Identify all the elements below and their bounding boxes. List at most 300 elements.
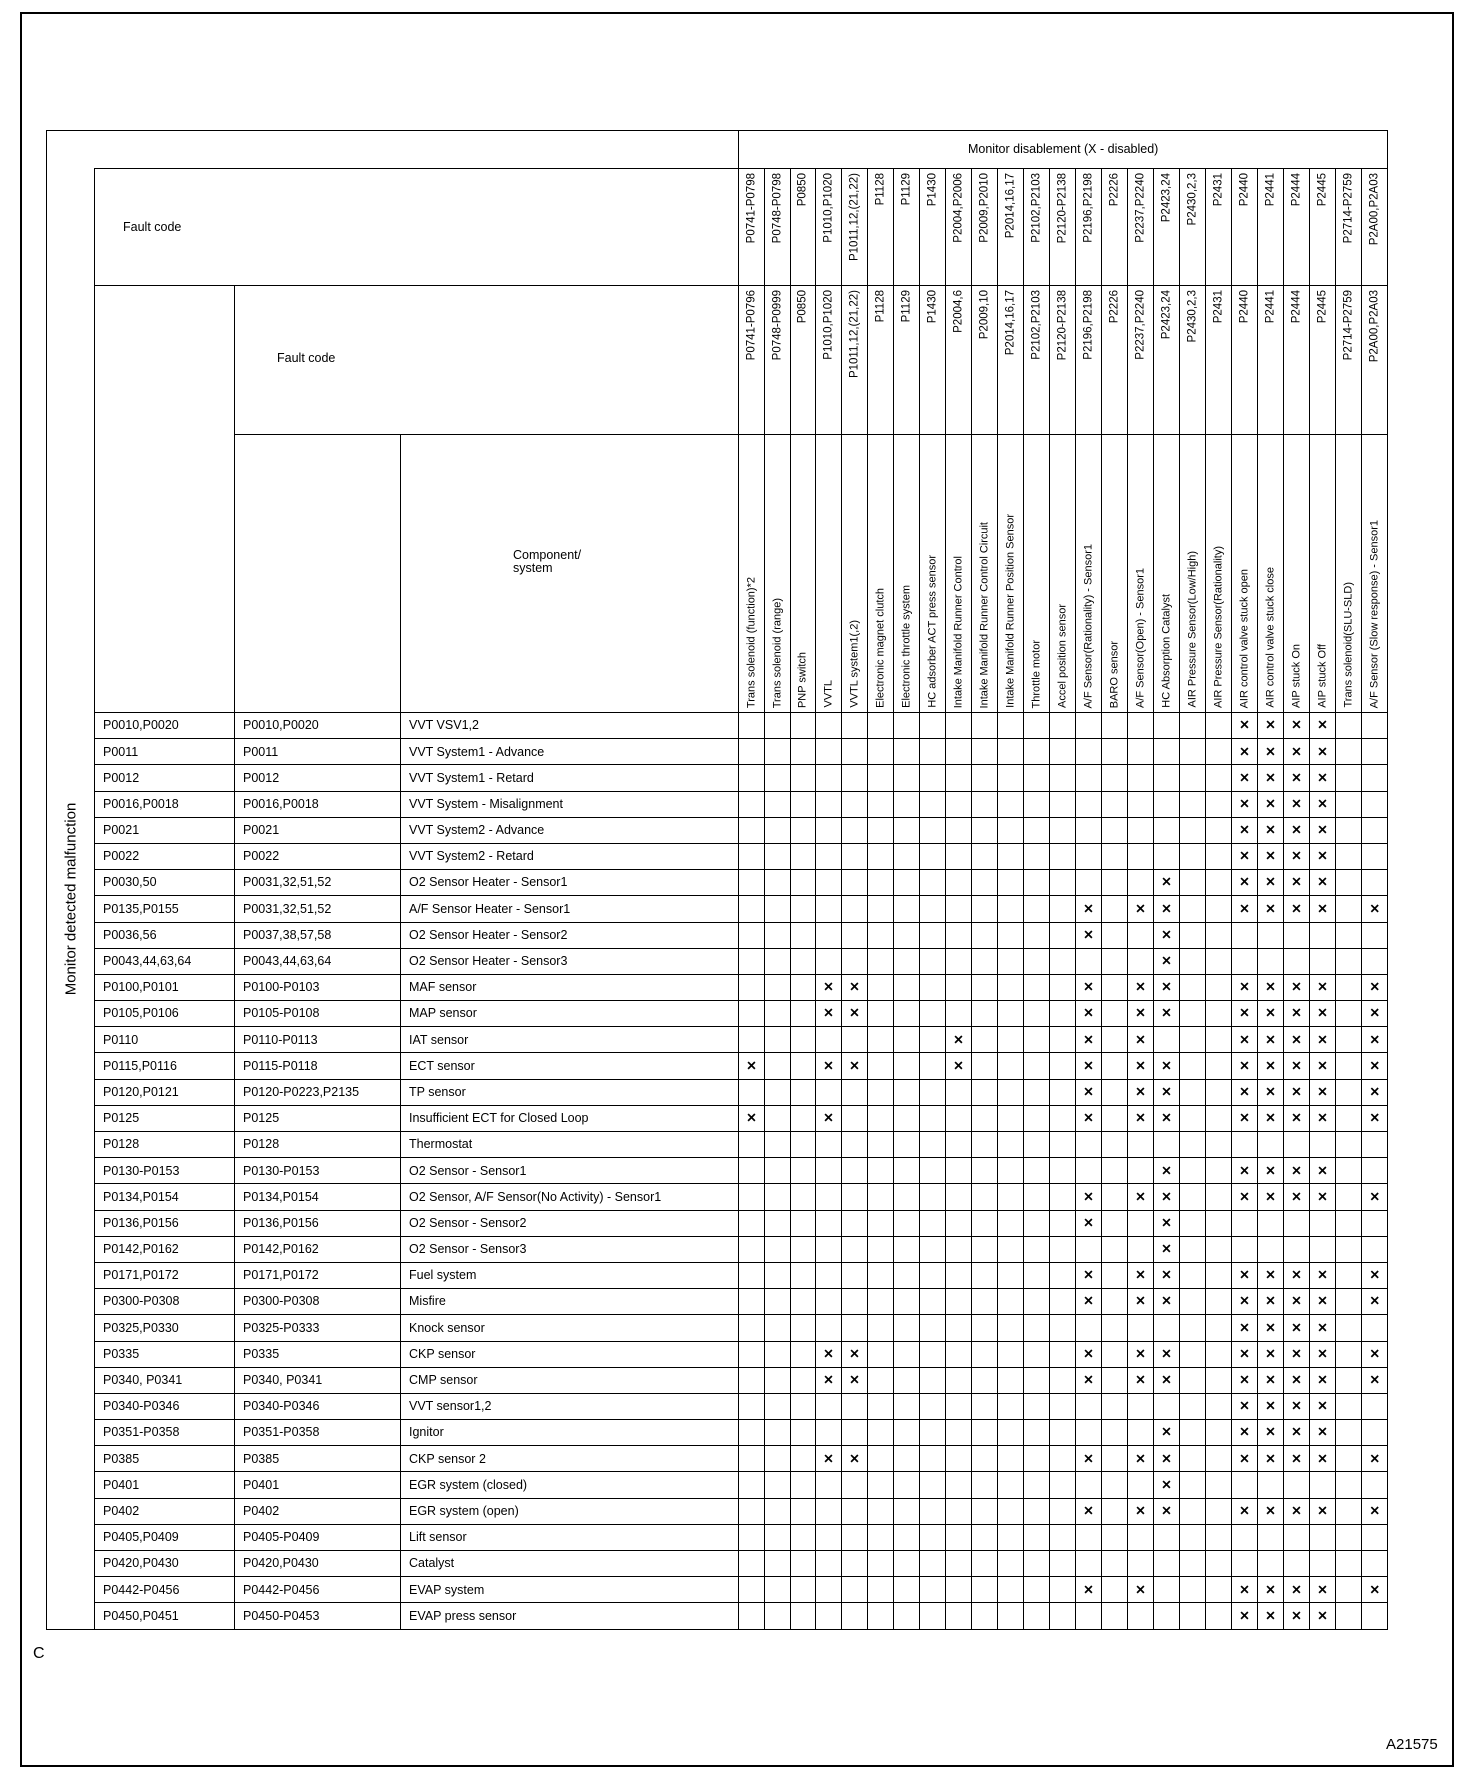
- x-mark: ✕: [1291, 1503, 1302, 1518]
- disable-cell: [1024, 817, 1050, 843]
- monitor-code-cell: [791, 286, 816, 435]
- monitor-group-code: P2237,P2240: [1133, 173, 1146, 243]
- disable-cell: [998, 1315, 1024, 1341]
- row-group-code: P0171,P0172: [95, 1262, 235, 1288]
- disable-cell: [739, 1053, 765, 1079]
- table-row: [47, 1603, 1388, 1629]
- disable-cell: [946, 1393, 972, 1419]
- monitor-name: Trans solenoid (range): [771, 597, 783, 708]
- disable-cell: [1232, 739, 1258, 765]
- x-mark: ✕: [953, 1032, 964, 1047]
- x-mark: ✕: [1265, 1373, 1276, 1388]
- disable-cell: [1206, 713, 1232, 739]
- disable-cell: [1076, 1420, 1102, 1446]
- disable-cell: [1128, 1132, 1154, 1158]
- disable-cell: [1232, 1210, 1258, 1236]
- monitor-group-code-cell: [765, 169, 791, 286]
- disable-cell: [1076, 1027, 1102, 1053]
- disable-cell: [1154, 817, 1180, 843]
- disable-cell: [1336, 1577, 1362, 1603]
- x-mark: ✕: [1161, 1111, 1172, 1126]
- disable-cell: [1024, 1315, 1050, 1341]
- disable-cell: [894, 1446, 920, 1472]
- x-mark: ✕: [1239, 980, 1250, 995]
- disable-cell: [791, 817, 816, 843]
- disable-cell: [1284, 1393, 1310, 1419]
- monitor-name: AIP stuck On: [1290, 644, 1302, 708]
- disable-cell: [1206, 922, 1232, 948]
- x-mark: ✕: [1317, 1399, 1328, 1414]
- disable-cell: [842, 1105, 868, 1131]
- disable-cell: [739, 1603, 765, 1629]
- disable-cell: [1076, 1001, 1102, 1027]
- disable-cell: [946, 1236, 972, 1262]
- monitor-group-code: P2441: [1263, 173, 1276, 207]
- disable-cell: [1102, 1551, 1128, 1577]
- monitor-name: AIR control valve stuck open: [1238, 568, 1250, 708]
- x-mark: ✕: [1135, 1346, 1146, 1361]
- row-group-code: P0030,50: [95, 870, 235, 896]
- disable-cell: [1050, 1341, 1076, 1367]
- x-mark: ✕: [1239, 1058, 1250, 1073]
- disable-cell: [1102, 1393, 1128, 1419]
- component-system-header-text: Component/ system: [513, 548, 582, 575]
- disable-cell: [1206, 1367, 1232, 1393]
- disable-cell: [972, 1184, 998, 1210]
- monitor-code-cell: [894, 286, 920, 435]
- disable-cell: [868, 1236, 894, 1262]
- disable-cell: [1258, 1472, 1284, 1498]
- x-mark: ✕: [1291, 1425, 1302, 1440]
- x-mark: ✕: [1135, 1373, 1146, 1388]
- fault-code-header-main: Fault code: [95, 169, 739, 286]
- disable-cell: [765, 1315, 791, 1341]
- disable-cell: [920, 1001, 946, 1027]
- table-row: [47, 1079, 1388, 1105]
- disable-cell: [946, 1551, 972, 1577]
- disable-cell: [1154, 1158, 1180, 1184]
- row-group-code: P0021: [95, 817, 235, 843]
- monitor-name-cell: [1076, 435, 1102, 713]
- disable-cell: [894, 1053, 920, 1079]
- disable-cell: [842, 1367, 868, 1393]
- row-component: VVT sensor1,2: [401, 1393, 739, 1419]
- row-group-code: P0340-P0346: [95, 1393, 235, 1419]
- disable-cell: [946, 1472, 972, 1498]
- component-left-gap: [235, 435, 401, 713]
- disable-cell: [946, 1341, 972, 1367]
- disable-cell: [739, 713, 765, 739]
- disable-cell: [842, 1158, 868, 1184]
- x-mark: ✕: [1317, 718, 1328, 733]
- disable-cell: [1336, 713, 1362, 739]
- disable-cell: [1362, 1158, 1388, 1184]
- disable-cell: [998, 1341, 1024, 1367]
- x-mark: ✕: [1265, 1582, 1276, 1597]
- disable-cell: [946, 870, 972, 896]
- disable-cell: [739, 817, 765, 843]
- row-component: VVT System2 - Advance: [401, 817, 739, 843]
- disable-cell: [1024, 765, 1050, 791]
- row-component: O2 Sensor - Sensor1: [401, 1158, 739, 1184]
- disable-cell: [920, 1105, 946, 1131]
- monitor-group-code: P1128: [873, 173, 886, 206]
- table-row: [47, 1498, 1388, 1524]
- disable-cell: [998, 1446, 1024, 1472]
- disable-cell: [972, 1551, 998, 1577]
- disable-cell: [1284, 1132, 1310, 1158]
- disable-cell: [946, 1446, 972, 1472]
- disable-cell: [739, 843, 765, 869]
- disable-cell: [765, 791, 791, 817]
- x-mark: ✕: [823, 1058, 834, 1073]
- disable-cell: [1180, 974, 1206, 1000]
- x-mark: ✕: [1083, 901, 1094, 916]
- row-group-code: P0125: [95, 1105, 235, 1131]
- disable-cell: [1310, 1079, 1336, 1105]
- monitor-group-code-cell: [1128, 169, 1154, 286]
- disable-cell: [1362, 713, 1388, 739]
- disable-cell: [946, 1315, 972, 1341]
- row-group-code: P0136,P0156: [95, 1210, 235, 1236]
- disable-cell: [920, 1132, 946, 1158]
- disable-cell: [1284, 1053, 1310, 1079]
- row-fault-code: P0385: [235, 1446, 401, 1472]
- row-group-code: P0450,P0451: [95, 1603, 235, 1629]
- row-component: Fuel system: [401, 1262, 739, 1288]
- disable-cell: [1258, 1577, 1284, 1603]
- disable-cell: [1154, 1341, 1180, 1367]
- disable-cell: [1076, 1262, 1102, 1288]
- disable-cell: [791, 922, 816, 948]
- disable-cell: [791, 1341, 816, 1367]
- monitor-code-cell: [1310, 286, 1336, 435]
- component-system-header: [401, 435, 739, 713]
- x-mark: ✕: [1265, 980, 1276, 995]
- monitor-group-code-cell: [920, 169, 946, 286]
- disable-cell: [894, 1027, 920, 1053]
- disable-cell: [920, 1603, 946, 1629]
- disable-cell: [765, 1524, 791, 1550]
- x-mark: ✕: [849, 1058, 860, 1073]
- monitor-group-code-cell: [1024, 169, 1050, 286]
- disable-cell: [1362, 739, 1388, 765]
- disable-cell: [791, 1524, 816, 1550]
- disable-cell: [765, 713, 791, 739]
- row-group-code: P0043,44,63,64: [95, 948, 235, 974]
- disable-cell: [1206, 1603, 1232, 1629]
- disable-cell: [739, 1498, 765, 1524]
- disable-cell: [868, 1027, 894, 1053]
- row-component: CKP sensor 2: [401, 1446, 739, 1472]
- disable-cell: [1102, 791, 1128, 817]
- row-fault-code: P0130-P0153: [235, 1158, 401, 1184]
- disable-cell: [1310, 1158, 1336, 1184]
- monitor-group-code: P2004,P2006: [951, 173, 964, 243]
- row-component: VVT System1 - Retard: [401, 765, 739, 791]
- disable-cell: [816, 896, 842, 922]
- x-mark: ✕: [823, 1111, 834, 1126]
- disable-cell: [1180, 1577, 1206, 1603]
- monitor-disablement-table: [46, 130, 1388, 1630]
- row-fault-code: P0351-P0358: [235, 1420, 401, 1446]
- disable-cell: [816, 1577, 842, 1603]
- disable-cell: [868, 1262, 894, 1288]
- disable-cell: [1206, 843, 1232, 869]
- monitor-name-cell: [765, 435, 791, 713]
- disable-cell: [1154, 1315, 1180, 1341]
- x-mark: ✕: [1135, 1451, 1146, 1466]
- disable-cell: [1310, 1524, 1336, 1550]
- x-mark: ✕: [1265, 1346, 1276, 1361]
- disable-cell: [765, 1551, 791, 1577]
- x-mark: ✕: [1161, 1346, 1172, 1361]
- monitor-code-cell: [920, 286, 946, 435]
- disable-cell: [998, 1551, 1024, 1577]
- disable-cell: [1362, 974, 1388, 1000]
- x-mark: ✕: [1161, 1477, 1172, 1492]
- x-mark: ✕: [1161, 954, 1172, 969]
- disable-cell: [1258, 713, 1284, 739]
- disable-cell: [868, 1393, 894, 1419]
- x-mark: ✕: [1083, 1084, 1094, 1099]
- disable-cell: [1024, 1236, 1050, 1262]
- disable-cell: [1362, 1341, 1388, 1367]
- disable-cell: [1362, 1315, 1388, 1341]
- x-mark: ✕: [1317, 875, 1328, 890]
- disable-cell: [1050, 974, 1076, 1000]
- disable-cell: [946, 1420, 972, 1446]
- monitor-name: AIR Pressure Sensor(Rationality): [1212, 545, 1224, 708]
- disable-cell: [1076, 817, 1102, 843]
- disable-cell: [816, 948, 842, 974]
- disable-cell: [1310, 1210, 1336, 1236]
- x-mark: ✕: [1161, 1503, 1172, 1518]
- disable-cell: [765, 1158, 791, 1184]
- row-group-code: P0012: [95, 765, 235, 791]
- row-fault-code: P0011: [235, 739, 401, 765]
- x-mark: ✕: [1369, 1346, 1380, 1361]
- disable-cell: [1102, 1289, 1128, 1315]
- disable-cell: [894, 713, 920, 739]
- disable-cell: [791, 1577, 816, 1603]
- disable-cell: [1154, 1420, 1180, 1446]
- disable-cell: [868, 1079, 894, 1105]
- disable-cell: [920, 765, 946, 791]
- table-row: [47, 1158, 1388, 1184]
- disable-cell: [1024, 1393, 1050, 1419]
- disable-cell: [1258, 870, 1284, 896]
- disable-cell: [816, 1420, 842, 1446]
- disable-cell: [791, 1603, 816, 1629]
- x-mark: ✕: [1265, 718, 1276, 733]
- disable-cell: [1128, 870, 1154, 896]
- disable-cell: [920, 1236, 946, 1262]
- x-mark: ✕: [1317, 1032, 1328, 1047]
- disable-cell: [1258, 1158, 1284, 1184]
- row-component: MAP sensor: [401, 1001, 739, 1027]
- disable-cell: [998, 843, 1024, 869]
- x-mark: ✕: [1239, 718, 1250, 733]
- disable-cell: [1206, 1472, 1232, 1498]
- monitor-code-cell: [1154, 286, 1180, 435]
- disable-cell: [816, 1210, 842, 1236]
- monitor-group-code-cell: [791, 169, 816, 286]
- disable-cell: [1206, 1001, 1232, 1027]
- disable-cell: [1258, 1105, 1284, 1131]
- disable-cell: [1310, 1236, 1336, 1262]
- disable-cell: [791, 791, 816, 817]
- disable-cell: [1154, 1603, 1180, 1629]
- disable-cell: [1284, 1420, 1310, 1446]
- disable-cell: [842, 1524, 868, 1550]
- disable-cell: [739, 1315, 765, 1341]
- disable-cell: [1284, 870, 1310, 896]
- disable-cell: [920, 1367, 946, 1393]
- monitor-name-cell: [1050, 435, 1076, 713]
- disable-cell: [1076, 896, 1102, 922]
- disable-cell: [1128, 1393, 1154, 1419]
- disable-cell: [998, 1053, 1024, 1079]
- disable-cell: [1362, 791, 1388, 817]
- disable-cell: [1050, 1393, 1076, 1419]
- disable-cell: [868, 791, 894, 817]
- disable-cell: [972, 1210, 998, 1236]
- row-fault-code: P0110-P0113: [235, 1027, 401, 1053]
- row-group-code: P0115,P0116: [95, 1053, 235, 1079]
- disable-cell: [1076, 948, 1102, 974]
- disable-cell: [1024, 1184, 1050, 1210]
- disable-cell: [1232, 1079, 1258, 1105]
- monitor-group-code-cell: [739, 169, 765, 286]
- disable-cell: [739, 1524, 765, 1550]
- disable-cell: [920, 1184, 946, 1210]
- monitor-group-code: P2444: [1289, 173, 1302, 207]
- x-mark: ✕: [1239, 1268, 1250, 1283]
- disable-cell: [1076, 1367, 1102, 1393]
- monitor-group-code: P2423,24: [1159, 173, 1172, 223]
- disable-cell: [998, 817, 1024, 843]
- disable-cell: [972, 948, 998, 974]
- disable-cell: [1310, 1053, 1336, 1079]
- monitor-group-code: P0741-P0798: [744, 173, 757, 244]
- disable-cell: [998, 1132, 1024, 1158]
- disable-cell: [1076, 1551, 1102, 1577]
- disable-cell: [972, 817, 998, 843]
- disable-cell: [1154, 1027, 1180, 1053]
- table-row: [47, 1184, 1388, 1210]
- monitor-name: BARO sensor: [1108, 640, 1120, 708]
- disable-cell: [1232, 1315, 1258, 1341]
- disable-cell: [1362, 870, 1388, 896]
- x-mark: ✕: [1135, 1582, 1146, 1597]
- disable-cell: [894, 1367, 920, 1393]
- disable-cell: [765, 1393, 791, 1419]
- disable-cell: [1024, 1079, 1050, 1105]
- disable-cell: [1180, 1367, 1206, 1393]
- disable-cell: [816, 974, 842, 1000]
- disable-cell: [1206, 1105, 1232, 1131]
- row-component: VVT System - Misalignment: [401, 791, 739, 817]
- disable-cell: [1128, 1053, 1154, 1079]
- disable-cell: [972, 1132, 998, 1158]
- disable-cell: [1024, 1341, 1050, 1367]
- disable-cell: [816, 1262, 842, 1288]
- disable-cell: [1050, 791, 1076, 817]
- disable-cell: [791, 1079, 816, 1105]
- disable-cell: [1102, 1001, 1128, 1027]
- disable-cell: [1284, 1158, 1310, 1184]
- disable-cell: [1206, 1184, 1232, 1210]
- disable-cell: [1076, 974, 1102, 1000]
- disable-cell: [791, 1210, 816, 1236]
- disable-cell: [1336, 1551, 1362, 1577]
- disable-cell: [765, 1577, 791, 1603]
- disable-cell: [1102, 1158, 1128, 1184]
- disable-cell: [1284, 713, 1310, 739]
- x-mark: ✕: [1083, 1582, 1094, 1597]
- disable-cell: [1258, 896, 1284, 922]
- disable-cell: [1362, 1472, 1388, 1498]
- disable-cell: [791, 1184, 816, 1210]
- x-mark: ✕: [1161, 1058, 1172, 1073]
- table-row: [47, 765, 1388, 791]
- x-mark: ✕: [1317, 1320, 1328, 1335]
- x-mark: ✕: [1135, 1268, 1146, 1283]
- monitor-code-cell: [739, 286, 765, 435]
- disable-cell: [1258, 1393, 1284, 1419]
- disable-cell: [1284, 1524, 1310, 1550]
- row-component: EGR system (closed): [401, 1472, 739, 1498]
- row-component: O2 Sensor Heater - Sensor1: [401, 870, 739, 896]
- disable-cell: [894, 1315, 920, 1341]
- x-mark: ✕: [1291, 1373, 1302, 1388]
- monitor-code: P2444: [1289, 290, 1302, 324]
- table-row: [47, 1001, 1388, 1027]
- row-fault-code: P0125: [235, 1105, 401, 1131]
- x-mark: ✕: [1083, 1451, 1094, 1466]
- disable-cell: [765, 765, 791, 791]
- disable-cell: [765, 922, 791, 948]
- monitor-code: P2014,16,17: [1003, 290, 1016, 356]
- disable-cell: [868, 1498, 894, 1524]
- row-group-code: P0105,P0106: [95, 1001, 235, 1027]
- monitor-code: P2440: [1237, 290, 1250, 324]
- x-mark: ✕: [1317, 1503, 1328, 1518]
- x-mark: ✕: [1369, 1582, 1380, 1597]
- disable-cell: [920, 896, 946, 922]
- disable-cell: [739, 896, 765, 922]
- monitor-code: P2009,10: [977, 290, 990, 340]
- x-mark: ✕: [1239, 770, 1250, 785]
- disable-cell: [1128, 791, 1154, 817]
- disable-cell: [868, 1158, 894, 1184]
- row-group-code: P0401: [95, 1472, 235, 1498]
- disable-cell: [1284, 948, 1310, 974]
- disable-cell: [1128, 1184, 1154, 1210]
- disable-cell: [920, 1341, 946, 1367]
- monitor-detected-malfunction-label: Monitor detected malfunction: [62, 802, 79, 995]
- disable-cell: [868, 1315, 894, 1341]
- table-row: [47, 1289, 1388, 1315]
- disable-cell: [946, 974, 972, 1000]
- disable-cell: [1232, 1472, 1258, 1498]
- disable-cell: [1284, 1236, 1310, 1262]
- x-mark: ✕: [1161, 1373, 1172, 1388]
- disable-cell: [1050, 1079, 1076, 1105]
- disable-cell: [816, 1524, 842, 1550]
- x-mark: ✕: [1265, 1399, 1276, 1414]
